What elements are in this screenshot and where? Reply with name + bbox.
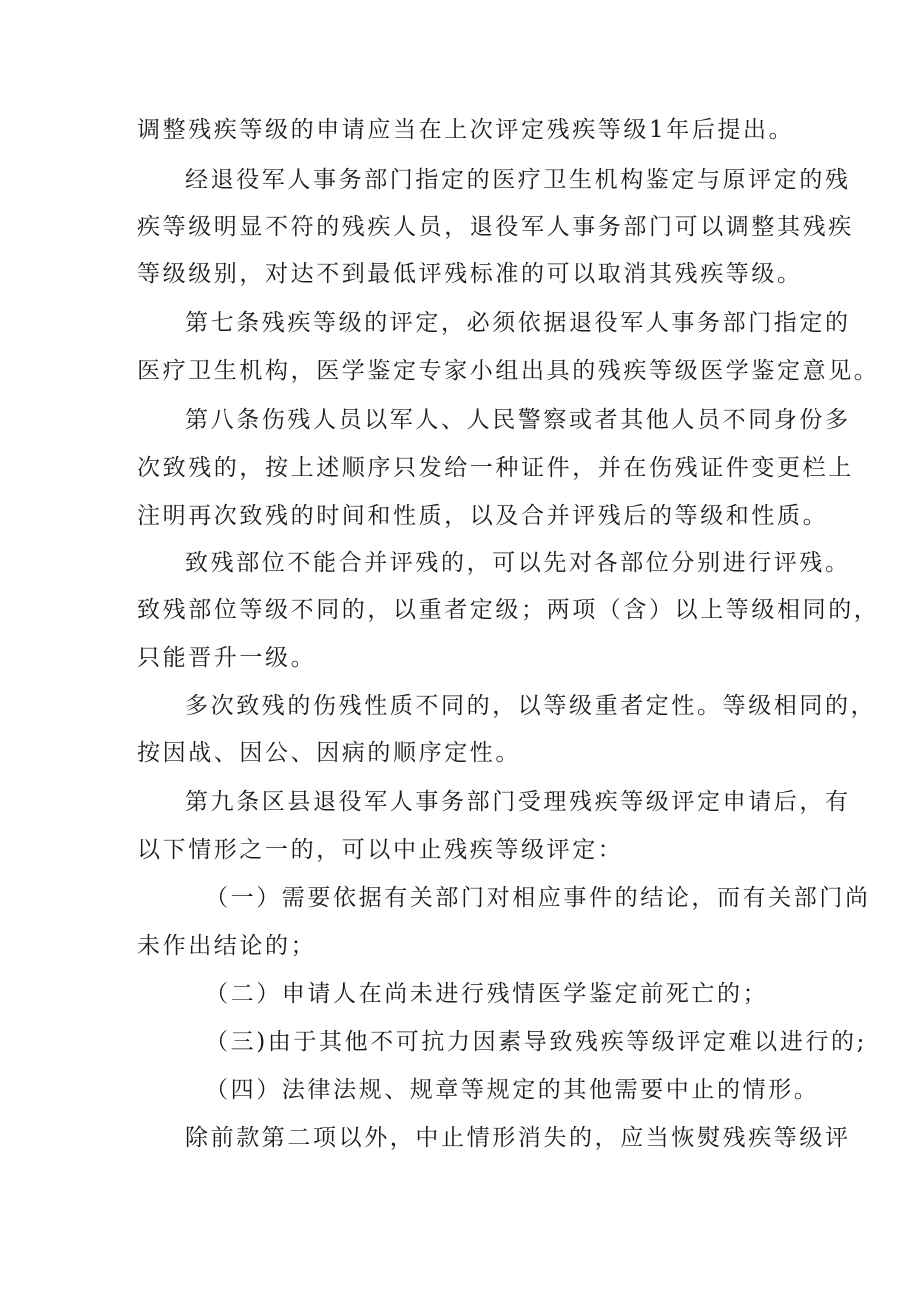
text-line-7: 第八条伤残人员以军人、人民警察或者其他人员不同身份多 — [185, 407, 851, 433]
text-line-15: 第九条区县退役军人事务部门受理残疾等级评定申请后，有 — [185, 789, 851, 815]
text-line-4: 等级级别，对达不到最低评残标准的可以取消其残疾等级。 — [137, 261, 803, 287]
text-line-8: 次致残的，按上述顺序只发给一种证件，并在伤残证件变更栏上 — [137, 455, 854, 481]
text-line-22: 除前款第二项以外，中止情形消失的，应当恢熨残疾等级评 — [185, 1125, 851, 1151]
text-line-9: 注明再次致残的时间和性质，以及合并评残后的等级和性质。 — [137, 503, 829, 529]
text-line-13: 多次致残的伤残性质不同的，以等级重者定性。等级相同的， — [185, 693, 877, 719]
text-line-11: 致残部位等级不同的，以重者定级；两项（含）以上等级相同的， — [137, 597, 880, 623]
text-line-14: 按因战、因公、因病的顺序定性。 — [137, 740, 521, 766]
text-line-2: 经退役军人事务部门指定的医疗卫生机构鉴定与原评定的残 — [185, 167, 851, 193]
text-line-6: 医疗卫生机构，医学鉴定专家小组出具的残疾等级医学鉴定意见。 — [137, 358, 880, 384]
text-line-12: 只能晋升一级。 — [137, 645, 317, 671]
text-line-17: （一）需要依据有关部门对相应事件的结论，而有关部门尚 — [205, 885, 871, 911]
text-line-19: （二）申请人在尚未进行残情医学鉴定前死亡的； — [205, 981, 769, 1007]
text-line-16: 以下情形之一的，可以中止残疾等级评定： — [137, 837, 624, 863]
text-line-5: 第七条残疾等级的评定，必须依据退役军人事务部门指定的 — [185, 310, 851, 336]
text-line-10: 致残部位不能合并评残的，可以先对各部位分别进行评残。 — [185, 550, 851, 576]
text-line-18: 未作出结论的； — [137, 933, 317, 959]
text-line-1: 调整残疾等级的申请应当在上次评定残疾等级1年后提出。 — [137, 117, 795, 143]
text-line-3: 疾等级明显不符的残疾人员，退役军人事务部门可以调整其残疾 — [137, 214, 854, 240]
text-line-20: （三)由于其他不可抗力因素导致残疾等级评定难以进行的; — [205, 1029, 867, 1055]
text-line-21: （四）法律法规、规章等规定的其他需要中止的情形。 — [205, 1077, 820, 1103]
